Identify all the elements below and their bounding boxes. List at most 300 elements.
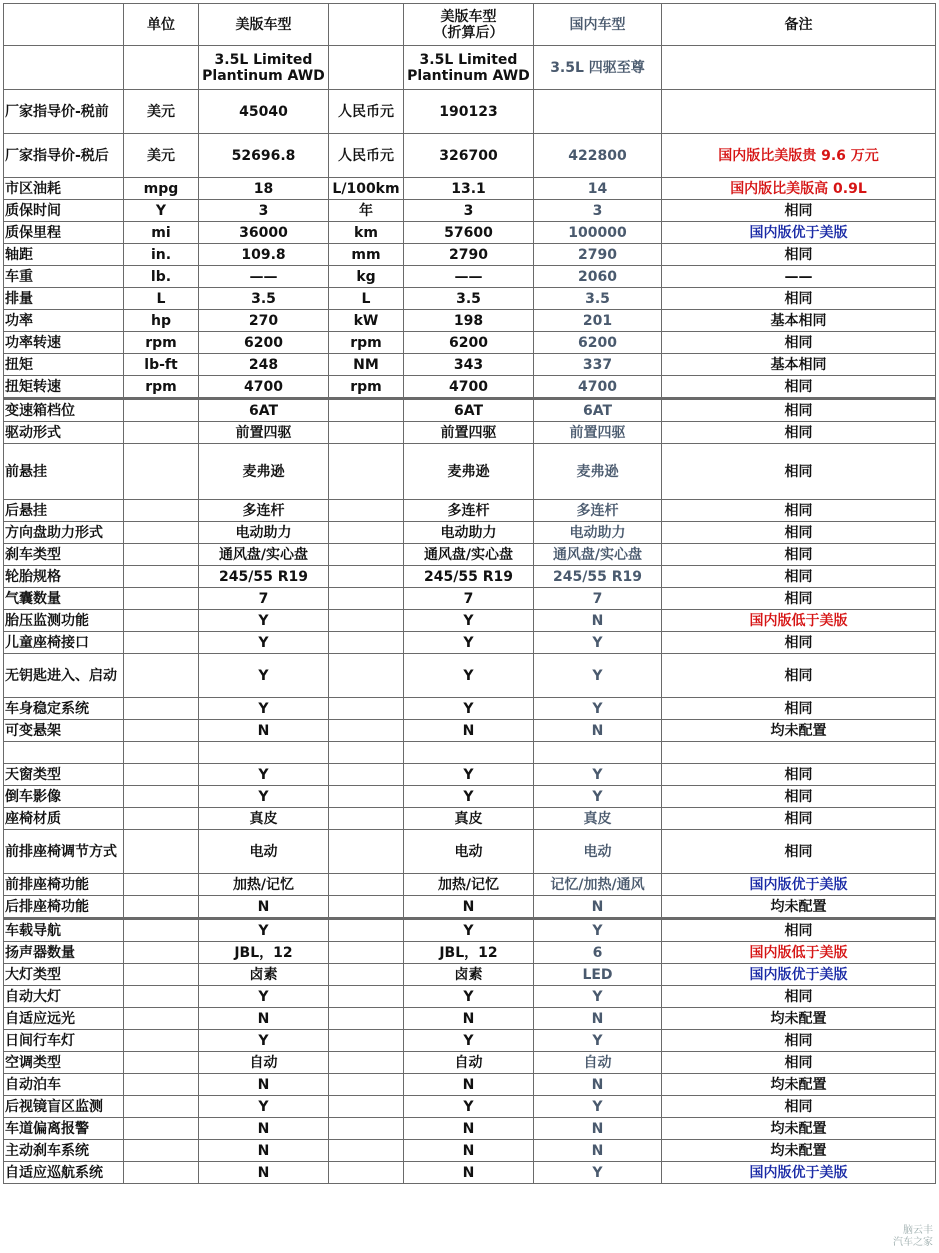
row-label: 方向盘助力形式: [4, 522, 124, 544]
table-row: [4, 1074, 936, 1096]
note: 国内版低于美版: [662, 942, 936, 964]
value-cn: 电动: [534, 830, 662, 874]
value-cn: 201: [534, 310, 662, 332]
note: 相同: [662, 1030, 936, 1052]
value-us: N: [199, 1162, 329, 1184]
value-cn: 多连杆: [534, 500, 662, 522]
value-us-converted: 通风盘/实心盘: [404, 544, 534, 566]
note: 相同: [662, 786, 936, 808]
value-cn: N: [534, 1118, 662, 1140]
unit-converted: [329, 1030, 404, 1052]
unit-converted: NM: [329, 354, 404, 376]
table-row: [4, 698, 936, 720]
value-us-converted: Y: [404, 654, 534, 698]
value-us-converted: 2790: [404, 244, 534, 266]
value-us: 麦弗逊: [199, 444, 329, 500]
unit-us: [124, 986, 199, 1008]
value-us-converted: Y: [404, 610, 534, 632]
subheader-cell: [4, 46, 124, 90]
unit-converted: [329, 1140, 404, 1162]
unit-us: L: [124, 288, 199, 310]
value-cn: Y: [534, 764, 662, 786]
table-row: [4, 742, 936, 764]
table-row: [4, 544, 936, 566]
value-cn: 7: [534, 588, 662, 610]
note: 相同: [662, 332, 936, 354]
value-us-converted: 电动助力: [404, 522, 534, 544]
unit-converted: [329, 1008, 404, 1030]
unit-us: [124, 786, 199, 808]
value-us: N: [199, 1074, 329, 1096]
row-label: 市区油耗: [4, 178, 124, 200]
value-us-converted: N: [404, 1008, 534, 1030]
table-row: [4, 444, 936, 500]
value-us-converted: N: [404, 1162, 534, 1184]
value-us-converted: 198: [404, 310, 534, 332]
note: 相同: [662, 244, 936, 266]
table-row: [4, 874, 936, 896]
unit-converted: [329, 1162, 404, 1184]
subheader-row: [4, 46, 936, 90]
unit-converted: km: [329, 222, 404, 244]
unit-converted: [329, 610, 404, 632]
unit-converted: [329, 874, 404, 896]
row-label: 无钥匙进入、启动: [4, 654, 124, 698]
value-cn: Y: [534, 919, 662, 942]
value-us: ——: [199, 266, 329, 288]
note: 相同: [662, 588, 936, 610]
value-cn: Y: [534, 654, 662, 698]
subheader-cell: 3.5L Limited Plantinum AWD: [199, 46, 329, 90]
row-label: 车道偏离报警: [4, 1118, 124, 1140]
table-row: [4, 1118, 936, 1140]
value-us: N: [199, 1140, 329, 1162]
table-row: [4, 566, 936, 588]
unit-converted: [329, 964, 404, 986]
note: 基本相同: [662, 354, 936, 376]
row-label: 座椅材质: [4, 808, 124, 830]
table-row: [4, 654, 936, 698]
row-label: 扭矩转速: [4, 376, 124, 399]
value-us: 109.8: [199, 244, 329, 266]
row-label: 后排座椅功能: [4, 896, 124, 919]
note: 相同: [662, 632, 936, 654]
value-us-converted: 3: [404, 200, 534, 222]
row-label: 后视镜盲区监测: [4, 1096, 124, 1118]
value-cn: Y: [534, 1162, 662, 1184]
table-row: [4, 1008, 936, 1030]
unit-converted: [329, 1118, 404, 1140]
unit-converted: [329, 896, 404, 919]
unit-converted: [329, 942, 404, 964]
unit-converted: kW: [329, 310, 404, 332]
unit-us: hp: [124, 310, 199, 332]
unit-converted: 人民币元: [329, 134, 404, 178]
value-us: Y: [199, 786, 329, 808]
row-label: 质保里程: [4, 222, 124, 244]
value-us-converted: 326700: [404, 134, 534, 178]
value-cn: LED: [534, 964, 662, 986]
unit-us: mi: [124, 222, 199, 244]
row-label: 胎压监测功能: [4, 610, 124, 632]
unit-us: [124, 964, 199, 986]
value-us: 自动: [199, 1052, 329, 1074]
unit-us: [124, 1162, 199, 1184]
table-row: [4, 266, 936, 288]
subheader-cell: 3.5L 四驱至尊: [534, 46, 662, 90]
unit-converted: [329, 544, 404, 566]
unit-us: in.: [124, 244, 199, 266]
row-label: 可变悬架: [4, 720, 124, 742]
value-us-converted: 190123: [404, 90, 534, 134]
unit-us: rpm: [124, 376, 199, 399]
row-label: 倒车影像: [4, 786, 124, 808]
value-cn: 337: [534, 354, 662, 376]
note: 基本相同: [662, 310, 936, 332]
unit-us: [124, 1052, 199, 1074]
value-us: 真皮: [199, 808, 329, 830]
note: 均未配置: [662, 1074, 936, 1096]
table-row: [4, 134, 936, 178]
subheader-cell: [124, 46, 199, 90]
value-us-converted: Y: [404, 1096, 534, 1118]
value-cn: 电动助力: [534, 522, 662, 544]
table-row: [4, 632, 936, 654]
unit-converted: [329, 1052, 404, 1074]
watermark: [893, 1225, 933, 1249]
note: 相同: [662, 830, 936, 874]
note: [662, 90, 936, 134]
header-cell: [4, 4, 124, 46]
unit-converted: [329, 1096, 404, 1118]
note: 相同: [662, 200, 936, 222]
header-row: [4, 4, 936, 46]
unit-converted: [329, 720, 404, 742]
value-us: 4700: [199, 376, 329, 399]
table-row: [4, 422, 936, 444]
value-cn: 6200: [534, 332, 662, 354]
table-row: [4, 288, 936, 310]
value-cn: 2790: [534, 244, 662, 266]
row-label: 天窗类型: [4, 764, 124, 786]
value-us: [199, 742, 329, 764]
value-us: 7: [199, 588, 329, 610]
spec-comparison-table: [3, 3, 936, 1184]
value-cn: Y: [534, 986, 662, 1008]
note: 相同: [662, 986, 936, 1008]
header-cell: 单位: [124, 4, 199, 46]
table-row: [4, 399, 936, 422]
table-row: [4, 1140, 936, 1162]
table-row: [4, 808, 936, 830]
unit-us: [124, 1030, 199, 1052]
table-row: [4, 830, 936, 874]
value-us: Y: [199, 919, 329, 942]
value-us-converted: 卤素: [404, 964, 534, 986]
unit-us: [124, 1140, 199, 1162]
header-cell: 美版车型: [199, 4, 329, 46]
note: 国内版比美版高 0.9L: [662, 178, 936, 200]
value-us: 248: [199, 354, 329, 376]
value-us-converted: ——: [404, 266, 534, 288]
table-row: [4, 1052, 936, 1074]
unit-converted: [329, 919, 404, 942]
value-us-converted: 加热/记忆: [404, 874, 534, 896]
unit-us: lb-ft: [124, 354, 199, 376]
row-label: 驱动形式: [4, 422, 124, 444]
row-label: 刹车类型: [4, 544, 124, 566]
value-us-converted: Y: [404, 786, 534, 808]
row-label: 厂家指导价-税前: [4, 90, 124, 134]
note: 国内版低于美版: [662, 610, 936, 632]
table-row: [4, 376, 936, 399]
unit-us: [124, 919, 199, 942]
value-cn: N: [534, 720, 662, 742]
value-us: 52696.8: [199, 134, 329, 178]
value-us-converted: Y: [404, 698, 534, 720]
value-us: JBL，12: [199, 942, 329, 964]
value-us-converted: N: [404, 1140, 534, 1162]
row-label: 自动大灯: [4, 986, 124, 1008]
value-cn: 245/55 R19: [534, 566, 662, 588]
note: 相同: [662, 1096, 936, 1118]
value-us: Y: [199, 986, 329, 1008]
table-row: [4, 720, 936, 742]
value-us: 3: [199, 200, 329, 222]
value-us-converted: N: [404, 896, 534, 919]
note: 国内版优于美版: [662, 874, 936, 896]
note: 相同: [662, 919, 936, 942]
note: 相同: [662, 500, 936, 522]
unit-us: [124, 874, 199, 896]
value-us: 3.5: [199, 288, 329, 310]
value-cn: N: [534, 1008, 662, 1030]
row-label: 自动泊车: [4, 1074, 124, 1096]
table-row: [4, 1030, 936, 1052]
row-label: 车重: [4, 266, 124, 288]
unit-converted: [329, 654, 404, 698]
value-cn: N: [534, 610, 662, 632]
note: ——: [662, 266, 936, 288]
value-us-converted: Y: [404, 1030, 534, 1052]
header-cell: 美版车型 （折算后）: [404, 4, 534, 46]
unit-us: lb.: [124, 266, 199, 288]
note: 均未配置: [662, 1008, 936, 1030]
note: 相同: [662, 399, 936, 422]
note: 国内版比美版贵 9.6 万元: [662, 134, 936, 178]
note: 均未配置: [662, 1118, 936, 1140]
table-row: [4, 786, 936, 808]
unit-converted: [329, 786, 404, 808]
unit-converted: [329, 522, 404, 544]
unit-us: [124, 1008, 199, 1030]
value-us-converted: 真皮: [404, 808, 534, 830]
table-row: [4, 90, 936, 134]
note: 相同: [662, 288, 936, 310]
value-us-converted: 6AT: [404, 399, 534, 422]
unit-us: [124, 808, 199, 830]
unit-us: [124, 830, 199, 874]
table-row: [4, 332, 936, 354]
unit-converted: [329, 399, 404, 422]
note: 国内版优于美版: [662, 1162, 936, 1184]
value-us: N: [199, 1008, 329, 1030]
table-row: [4, 522, 936, 544]
value-us: 卤素: [199, 964, 329, 986]
unit-converted: kg: [329, 266, 404, 288]
unit-converted: mm: [329, 244, 404, 266]
value-cn: 100000: [534, 222, 662, 244]
row-label: 空调类型: [4, 1052, 124, 1074]
value-us-converted: 57600: [404, 222, 534, 244]
header-cell: 国内车型: [534, 4, 662, 46]
value-us: 多连杆: [199, 500, 329, 522]
table-row: [4, 986, 936, 1008]
header-cell: 备注: [662, 4, 936, 46]
value-us-converted: N: [404, 1118, 534, 1140]
value-us: 245/55 R19: [199, 566, 329, 588]
watermark-line: 脑云丰: [903, 1225, 933, 1236]
unit-converted: [329, 500, 404, 522]
value-us-converted: Y: [404, 764, 534, 786]
unit-converted: [329, 698, 404, 720]
value-cn: N: [534, 896, 662, 919]
value-us: N: [199, 720, 329, 742]
table-row: [4, 178, 936, 200]
note: 相同: [662, 444, 936, 500]
unit-us: [124, 566, 199, 588]
value-us: Y: [199, 1096, 329, 1118]
note: 国内版优于美版: [662, 222, 936, 244]
row-label: 厂家指导价-税后: [4, 134, 124, 178]
value-us-converted: [404, 742, 534, 764]
value-us: Y: [199, 632, 329, 654]
table-row: [4, 354, 936, 376]
value-cn: 通风盘/实心盘: [534, 544, 662, 566]
row-label: 扭矩: [4, 354, 124, 376]
unit-converted: L/100km: [329, 178, 404, 200]
unit-converted: [329, 764, 404, 786]
table-row: [4, 500, 936, 522]
table-row: [4, 310, 936, 332]
unit-us: [124, 500, 199, 522]
unit-us: [124, 720, 199, 742]
row-label: 轮胎规格: [4, 566, 124, 588]
row-label: 前排座椅功能: [4, 874, 124, 896]
table-row: [4, 222, 936, 244]
value-us-converted: 3.5: [404, 288, 534, 310]
value-cn: [534, 90, 662, 134]
table-row: [4, 1162, 936, 1184]
value-cn: 真皮: [534, 808, 662, 830]
value-us-converted: 4700: [404, 376, 534, 399]
note: 国内版优于美版: [662, 964, 936, 986]
row-label: 前悬挂: [4, 444, 124, 500]
unit-us: [124, 654, 199, 698]
unit-converted: 人民币元: [329, 90, 404, 134]
value-us-converted: 6200: [404, 332, 534, 354]
value-cn: 6: [534, 942, 662, 964]
value-cn: 6AT: [534, 399, 662, 422]
value-cn: Y: [534, 1030, 662, 1052]
header-cell: [329, 4, 404, 46]
value-us-converted: 电动: [404, 830, 534, 874]
note: 相同: [662, 376, 936, 399]
value-us-converted: 前置四驱: [404, 422, 534, 444]
unit-us: [124, 610, 199, 632]
value-us-converted: 7: [404, 588, 534, 610]
table-row: [4, 244, 936, 266]
row-label: 车身稳定系统: [4, 698, 124, 720]
value-us-converted: N: [404, 720, 534, 742]
unit-converted: L: [329, 288, 404, 310]
table-row: [4, 610, 936, 632]
unit-us: [124, 588, 199, 610]
table-row: [4, 942, 936, 964]
value-cn: 3.5: [534, 288, 662, 310]
unit-us: [124, 399, 199, 422]
table-row: [4, 764, 936, 786]
table-row: [4, 1096, 936, 1118]
value-us: Y: [199, 698, 329, 720]
note: 相同: [662, 422, 936, 444]
table-row: [4, 964, 936, 986]
row-label: 自适应远光: [4, 1008, 124, 1030]
row-label: 质保时间: [4, 200, 124, 222]
subheader-cell: [329, 46, 404, 90]
unit-us: [124, 544, 199, 566]
value-cn: Y: [534, 632, 662, 654]
row-label: 自适应巡航系统: [4, 1162, 124, 1184]
value-us: 6200: [199, 332, 329, 354]
value-us: 270: [199, 310, 329, 332]
value-us: Y: [199, 1030, 329, 1052]
row-label: 前排座椅调节方式: [4, 830, 124, 874]
value-us: 6AT: [199, 399, 329, 422]
value-cn: 3: [534, 200, 662, 222]
row-label: 功率转速: [4, 332, 124, 354]
watermark-line: 汽车之家: [893, 1237, 933, 1248]
value-us: 45040: [199, 90, 329, 134]
note: 均未配置: [662, 1140, 936, 1162]
value-cn: 麦弗逊: [534, 444, 662, 500]
row-label: 轴距: [4, 244, 124, 266]
value-cn: Y: [534, 698, 662, 720]
value-us-converted: Y: [404, 986, 534, 1008]
unit-us: [124, 1096, 199, 1118]
unit-us: [124, 422, 199, 444]
row-label: 车载导航: [4, 919, 124, 942]
unit-us: 美元: [124, 90, 199, 134]
value-cn: Y: [534, 786, 662, 808]
value-us: 电动: [199, 830, 329, 874]
note: 相同: [662, 522, 936, 544]
note: [662, 742, 936, 764]
note: 均未配置: [662, 896, 936, 919]
unit-converted: [329, 588, 404, 610]
value-us-converted: 自动: [404, 1052, 534, 1074]
value-us: 通风盘/实心盘: [199, 544, 329, 566]
value-us-converted: Y: [404, 632, 534, 654]
value-us: Y: [199, 654, 329, 698]
unit-converted: 年: [329, 200, 404, 222]
value-us-converted: 麦弗逊: [404, 444, 534, 500]
unit-us: [124, 742, 199, 764]
unit-us: [124, 522, 199, 544]
value-us-converted: 多连杆: [404, 500, 534, 522]
unit-us: [124, 1118, 199, 1140]
value-us-converted: Y: [404, 919, 534, 942]
